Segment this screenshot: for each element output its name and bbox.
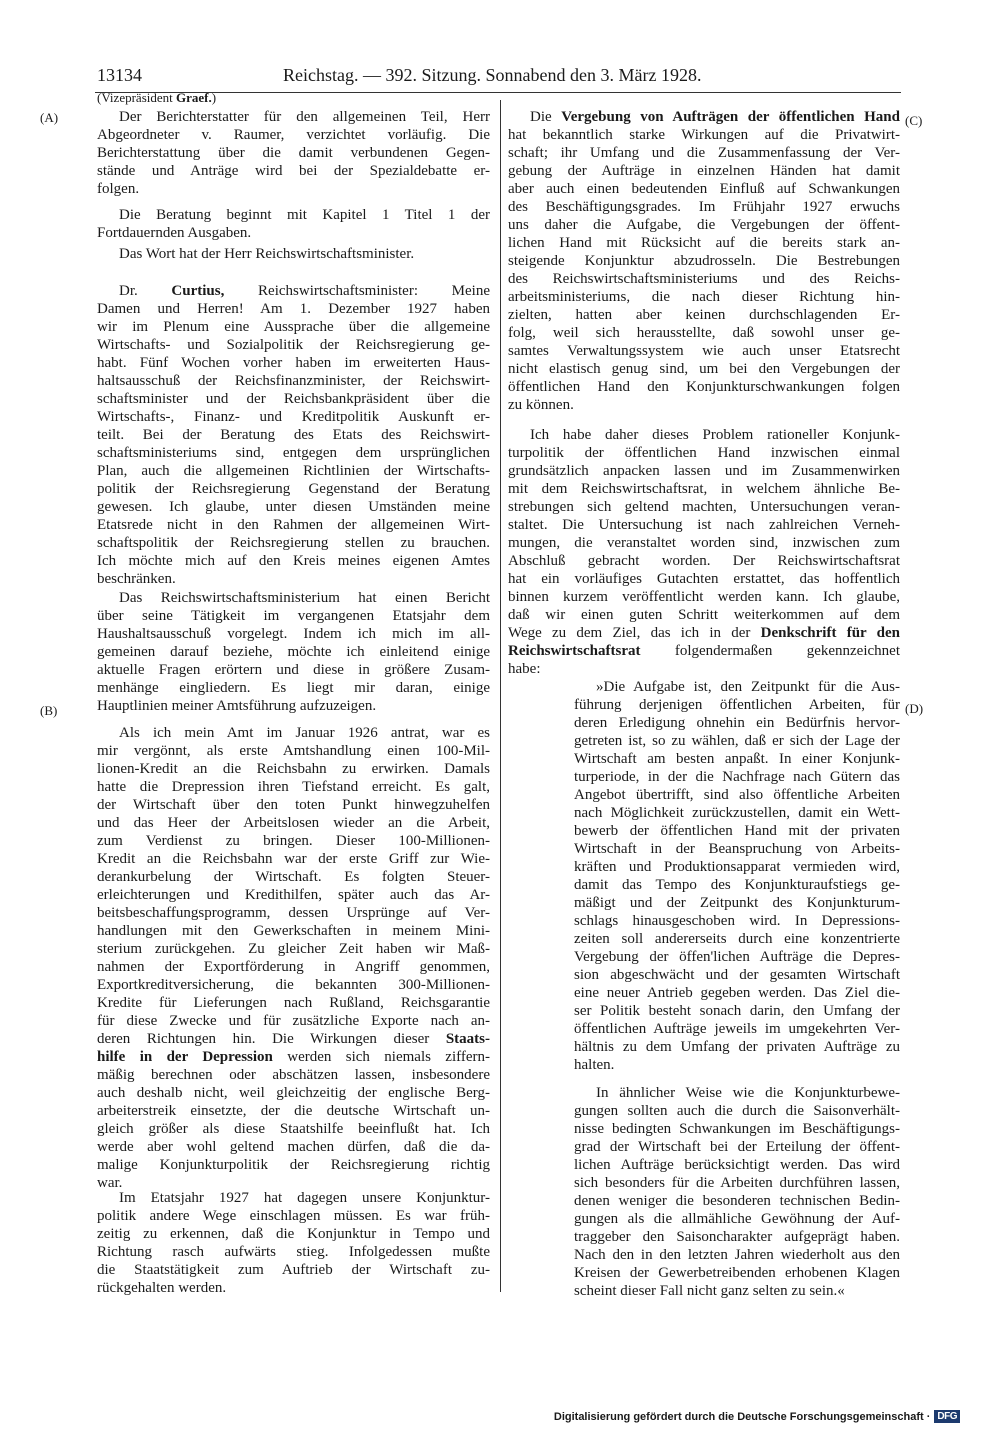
- bold-phrase: hilfe in der Depression: [97, 1049, 273, 1065]
- text-line: gungen sollten auch die durch die Saisonverhält-: [574, 1103, 900, 1119]
- text-line: habt. Fünf Wochen vorher haben im erweiterten Haus-: [97, 355, 490, 371]
- text-line: gemeinen darauf beziehe, möchte ich einleitend einige: [97, 644, 490, 660]
- text-line: beschränken.: [97, 571, 176, 587]
- text-line: grad der Wirtschaft bei der Erteilung der öffent-: [574, 1139, 900, 1155]
- text-line: Hauptlinien meiner Amtsführung aufzuzeigen.: [97, 698, 377, 714]
- text-segment: Dr.: [119, 283, 172, 299]
- text-segment: deren Richtungen hin. Die Wirkungen dieser: [97, 1031, 446, 1047]
- text-line: haltsausschuß der Reichsfinanzminister, der Reichswirt-: [97, 373, 490, 389]
- text-line: schlags hinausgeschoben wird. In Depressions-: [574, 913, 900, 929]
- text-line: eine neuer Antrieb gegeben werden. Das Ziel die-: [574, 985, 900, 1001]
- text-line: aber auch einen bedeutenden Einfluß auf Schwankungen: [508, 181, 900, 197]
- text-line: folg, weil sich herausstellte, daß sowohl unser ge-: [508, 325, 900, 341]
- text-line: Wirtschafts-, Finanz- und Kreditpolitik Auskunft er-: [97, 409, 490, 425]
- text-line: [508, 624, 900, 642]
- text-line: bewerb der öffentlichen Hand mit der privaten: [574, 823, 900, 839]
- text-line: gungen als die allmähliche Gewöhnung der Auf-: [574, 1211, 900, 1227]
- text-line: der Wirtschaft über den toten Punkt hinwegzuhelfen: [97, 797, 490, 813]
- speaker-tag: [97, 89, 490, 107]
- text-line: Exportkreditversicherung, die bekannten 300-Millionen-: [97, 977, 490, 993]
- footer-credit: [554, 1410, 960, 1423]
- text-line: Abschluß gebracht worden. Der Reichswirtschaftsrat: [508, 553, 900, 569]
- text-line: teilt. Bei der Beratung des Etats des Reichswirt-: [97, 427, 490, 443]
- text-line: steigende Konjunktur abzudrosseln. Die Bestrebungen: [508, 253, 900, 269]
- text-line: Kredit an die Reichsbahn war der erste Griff zur Wie-: [97, 851, 490, 867]
- text-line: hatte die Drepression ihren Tiefstand erreicht. Es galt,: [97, 779, 490, 795]
- text-line: Vergebung der öffen'lichen Aufträge die Depres-: [574, 949, 900, 965]
- bold-phrase: Reichswirtschaftsrat: [508, 643, 641, 659]
- text-line: samtes Verwaltungssystem wie auch unser Etatsrecht: [508, 343, 900, 359]
- text-segment: ): [211, 90, 217, 105]
- column-divider: [500, 100, 501, 1292]
- paragraph: [97, 724, 490, 1192]
- text-line: schaftsminister und der Reichsbankpräsident über die: [97, 391, 490, 407]
- text-line: daß wir einen guten Schritt weiterkommen auf dem: [508, 607, 900, 623]
- text-line: die Staatstätigkeit zum Auftrieb der Wirtschaft zu-: [97, 1262, 490, 1278]
- text-line: lichen Hand mit Rücksicht auf die bereits stark an-: [508, 235, 900, 251]
- text-line: Haushaltsausschuß vorgelegt. Indem ich mich im all-: [97, 626, 490, 642]
- text-line: und das Heer der Arbeitslosen wieder an die Arbeit,: [97, 815, 490, 831]
- paragraph: [97, 589, 490, 715]
- text-line: mungen, die veranstaltet worden sind, inzwischen zum: [508, 535, 900, 551]
- text-segment: Die: [530, 109, 562, 125]
- text-line: schaft; ihr Umfang und die Zusammenfassung der Ver-: [508, 145, 900, 161]
- text-line: gebung der Aufträge in einzelnen Händen hat damit: [508, 163, 900, 179]
- text-line: schaftsministeriums sind, entgegen dem ursprünglichen: [97, 445, 490, 461]
- text-line: [97, 89, 490, 107]
- text-line: uns daher die Aufgabe, die Vergebungen der öffent-: [508, 217, 900, 233]
- text-line: Plan, auch die allgemeinen Richtlinien der Wirtschafts-: [97, 463, 490, 479]
- text-line: turperiode, in der die Nachfrage nach Gütern das: [574, 769, 900, 785]
- text-line: führung derjenigen öffentlichen Arbeiten, für: [574, 697, 900, 713]
- text-line: des Beschäftigungsgrades. Im Frühjahr 1927 erwuchs: [508, 199, 900, 215]
- paragraph: [97, 1189, 490, 1297]
- text-line: damit das Tempo des Konjunkturaufstiegs ge-: [574, 877, 900, 893]
- quoted-paragraph: [574, 678, 900, 1074]
- text-line: öffentlichen Aufträge jeweils im umgekehrten Ver-: [574, 1021, 900, 1037]
- text-line: erleichterungen und Kredithilfen, später auch das Ar-: [97, 887, 490, 903]
- text-segment: Reichswirtschaftsminister: Meine: [224, 283, 490, 299]
- text-line: In ähnlicher Weise wie die Konjunkturbewe-: [596, 1085, 900, 1101]
- paragraph: [97, 108, 490, 198]
- text-line: über seine Tätigkeit im vergangenen Etatsjahr dem: [97, 608, 490, 624]
- text-line: hat bekanntlich starke Wirkungen auf die Privatwirt-: [508, 127, 900, 143]
- text-line: »Die Aufgabe ist, den Zeitpunkt für die Aus-: [596, 679, 900, 695]
- text-line: malige Konjunkturpolitik der Reichsregierung richtig: [97, 1157, 490, 1173]
- text-line: grundsätzlich anpacken lassen und im Zusammenwirken: [508, 463, 900, 479]
- text-line: lichen Aufträge berücksichtigt werden. Das wird: [574, 1157, 900, 1173]
- text-line: des Reichswirtschaftsministeriums und des Reichs-: [508, 271, 900, 287]
- text-line: mit dem Reichswirtschaftsrat, in welchem ähnliche Be-: [508, 481, 900, 497]
- text-line: für diese Zwecke und für zusätzliche Exporte nach an-: [97, 1013, 490, 1029]
- text-line: öffentlichen Hand den Konjunkturschwankungen folgen: [508, 379, 900, 395]
- text-line: binnen kurzem veröffentlicht werden kann. Ich glaube,: [508, 589, 900, 605]
- text-line: turpolitik der öffentlichen Hand inzwischen einmal: [508, 445, 900, 461]
- text-segment: werden sich niemals ziffern-: [272, 1049, 490, 1065]
- text-line: [97, 1030, 490, 1048]
- text-line: menhänge eingliedern. Es liegt mir daran, einige: [97, 680, 490, 696]
- text-line: Fortdauernden Ausgaben.: [97, 225, 252, 241]
- text-line: gleich größer als diese Staatshilfe beeinflußt hat. Ich: [97, 1121, 490, 1137]
- paragraph: [97, 282, 490, 588]
- text-line: sion abgeschwächt und der gesamten Wirtschaft: [574, 967, 900, 983]
- text-line: derankurbelung der Wirtschaft. Es folgten Steuer-: [97, 869, 490, 885]
- text-line: denen weniger die besonderen technischen Bedin-: [574, 1193, 900, 1209]
- text-line: hat ein vorläufiges Gutachten erstattet, das hoffentlich: [508, 571, 900, 587]
- text-line: folgen.: [97, 181, 140, 197]
- text-line: politik der Reichsregierung Gegenstand der Beratung: [97, 481, 490, 497]
- text-line: Wirtschaft am besten anpaßt. In einer Konjunk-: [574, 751, 900, 767]
- text-line: habe:: [508, 661, 541, 677]
- running-head: Reichstag. — 392. Sitzung. Sonnabend den 3. März 1928.: [283, 65, 702, 85]
- text-line: lionen-Kredit an die Reichsbahn zu erwirken. Damals: [97, 761, 490, 777]
- text-line: Etatsrede nicht in den Rahmen der allgemeinen Wirt-: [97, 517, 490, 533]
- text-line: Wirtschaft in der Beanspruchung von Arbeits-: [574, 841, 900, 857]
- text-line: zeiten soll andererseits durch eine konzentrierte: [574, 931, 900, 947]
- text-line: Das Reichswirtschaftsministerium hat einen Bericht: [119, 590, 490, 606]
- text-line: nahmen der Exportförderung in Angriff genommen,: [97, 959, 490, 975]
- text-line: nach Möglichkeit zurückzustellen, damit ein Wett-: [574, 805, 900, 821]
- text-line: nisse bedingten Schwankungen im Beschäftigungs-: [574, 1121, 900, 1137]
- text-line: sich besonders für die Arbeiten durchführen lassen,: [574, 1175, 900, 1191]
- text-line: Abgeordneter v. Raumer, verzichtet vorläufig. Die: [97, 127, 490, 143]
- text-line: traggeber den Saisoncharakter aufgeprägt haben.: [574, 1229, 900, 1245]
- text-line: nicht elastisch genug sind, um bei den Vergebungen der: [508, 361, 900, 377]
- text-line: Die Beratung beginnt mit Kapitel 1 Titel 1 der: [119, 207, 490, 223]
- dfg-logo: DFG: [934, 1410, 960, 1423]
- text-line: sterium zurückgehen. Zu gleicher Zeit haben wir Maß-: [97, 941, 490, 957]
- text-line: ser Politik besteht sonach darin, den Umfang der: [574, 1003, 900, 1019]
- paragraph: [97, 206, 490, 242]
- text-line: hältnis zu dem Umfang der privaten Aufträge zu: [574, 1039, 900, 1055]
- text-line: Kreisen der Gewerbetreibenden erhobenen Klagen: [574, 1265, 900, 1281]
- footer-text: Digitalisierung gefördert durch die Deutsche Forschungsgemeinschaft ·: [553, 1410, 931, 1423]
- text-line: zum Verdienst zu bringen. Dieser 100-Millionen-: [97, 833, 490, 849]
- paragraph: [508, 426, 900, 678]
- text-line: [97, 1048, 490, 1066]
- bold-phrase: Curtius,: [171, 283, 225, 299]
- text-line: [508, 108, 900, 126]
- text-line: wir im Plenum eine Aussprache über die allgemeine: [97, 319, 490, 335]
- margin-marker-d: (D): [905, 701, 924, 716]
- text-line: Berichterstattung über die damit verbundenen Gegen-: [97, 145, 490, 161]
- text-line: zu können.: [508, 397, 574, 413]
- text-line: scheint dieser Fall nicht ganz selten zu sein.«: [574, 1283, 845, 1299]
- text-segment: Wege zu dem Ziel, das ich in der: [508, 625, 761, 641]
- text-line: Nach den in den letzten Jahren wiederholt aus den: [574, 1247, 900, 1263]
- text-line: mäßig berechnen oder abschätzen lassen, insbesondere: [97, 1067, 490, 1083]
- text-line: war.: [97, 1175, 123, 1191]
- bold-phrase: Denkschrift für den: [760, 625, 900, 641]
- text-line: Als ich mein Amt im Januar 1926 antrat, war es: [119, 725, 490, 741]
- text-segment: (Vizepräsident: [97, 90, 176, 105]
- margin-marker-b: (B): [40, 703, 58, 718]
- text-line: Damen und Herren! Am 1. Dezember 1927 haben: [97, 301, 490, 317]
- text-line: mäßigt und der Zeitpunkt des Konjunkturum-: [574, 895, 900, 911]
- text-line: schaftspolitik der Reichsregierung stellen zu brauchen.: [97, 535, 490, 551]
- paragraph: [97, 245, 490, 263]
- text-line: halten.: [574, 1057, 615, 1073]
- quoted-paragraph: [574, 1084, 900, 1300]
- text-line: politik andere Wege einschlagen müssen. Es war früh-: [97, 1208, 490, 1224]
- text-line: Wirtschafts- und Sozialpolitik der Reichsregierung ge-: [97, 337, 490, 353]
- text-line: beitsbeschaffungsprogramm, dessen Ursprünge auf Ver-: [97, 905, 490, 921]
- text-line: arbeitsministeriums, die nach dieser Richtung hin-: [508, 289, 900, 305]
- text-line: Das Wort hat der Herr Reichswirtschaftsminister.: [119, 246, 415, 262]
- text-line: deren Erledigung ohnehin ein Bedürfnis hervor-: [574, 715, 900, 731]
- text-line: Angebot übertrifft, sind also öffentliche Arbeiten: [574, 787, 900, 803]
- text-line: Kredite für Lieferungen nach Rußland, Reichsgarantie: [97, 995, 490, 1011]
- text-line: zielten, hatten aber keinen durchschlagenden Er-: [508, 307, 900, 323]
- text-line: Ich möchte mich auf den Kreis meines eigenen Amtes: [97, 553, 490, 569]
- text-line: getreten ist, so zu wählen, daß er sich der Lage der: [574, 733, 900, 749]
- text-line: Ich habe daher dieses Problem rationeller Konjunk-: [530, 427, 900, 443]
- text-line: stände und Anträge wird bei der Spezialdebatte er-: [97, 163, 490, 179]
- bold-phrase: Staats-: [445, 1031, 490, 1047]
- bold-phrase: Vergebung von Aufträgen der öffentlichen Hand: [561, 109, 900, 125]
- text-line: [508, 642, 900, 660]
- text-line: staltet. Die Untersuchung ist nach zahlreichen Verneh-: [508, 517, 900, 533]
- text-line: rückgehalten werden.: [97, 1280, 227, 1296]
- text-line: Richtung rasch aufwärts stieg. Infolgedessen mußte: [97, 1244, 490, 1260]
- text-line: kräften und Produktionsapparat vermieden wird,: [574, 859, 900, 875]
- text-line: zeitig zu erkennen, daß die Konjunktur in Tempo und: [97, 1226, 490, 1242]
- text-line: aktuelle Fragen erörtern und diese in größere Zusam-: [97, 662, 490, 678]
- page-number: 13134: [97, 65, 142, 85]
- bold-phrase: Graef.: [176, 90, 212, 105]
- paragraph: [508, 108, 900, 414]
- text-line: auch deshalb nicht, weil gleichzeitig der englische Berg-: [97, 1085, 490, 1101]
- text-line: werde aber wohl geltend machen dürfen, daß die da-: [97, 1139, 490, 1155]
- margin-marker-c: (C): [905, 113, 923, 128]
- text-segment: folgendermaßen gekennzeichnet: [640, 643, 900, 659]
- text-line: Der Berichterstatter für den allgemeinen Teil, Herr: [119, 109, 490, 125]
- text-line: [97, 282, 490, 300]
- text-line: Im Etatsjahr 1927 hat dagegen unsere Konjunktur-: [119, 1190, 490, 1206]
- text-line: mir vergönnt, als erste Amtshandlung einen 100-Mil-: [97, 743, 490, 759]
- text-line: strebungen sich geltend machten, Untersuchungen veran-: [508, 499, 900, 515]
- text-line: gewesen. Ich glaube, unter diesen Umständen meine: [97, 499, 490, 515]
- text-line: arbeiterstreik einsetzte, der die deutsche Wirtschaft un-: [97, 1103, 490, 1119]
- margin-marker-a: (A): [40, 110, 59, 125]
- text-line: handlungen mit den Gewerkschaften in meinem Mini-: [97, 923, 490, 939]
